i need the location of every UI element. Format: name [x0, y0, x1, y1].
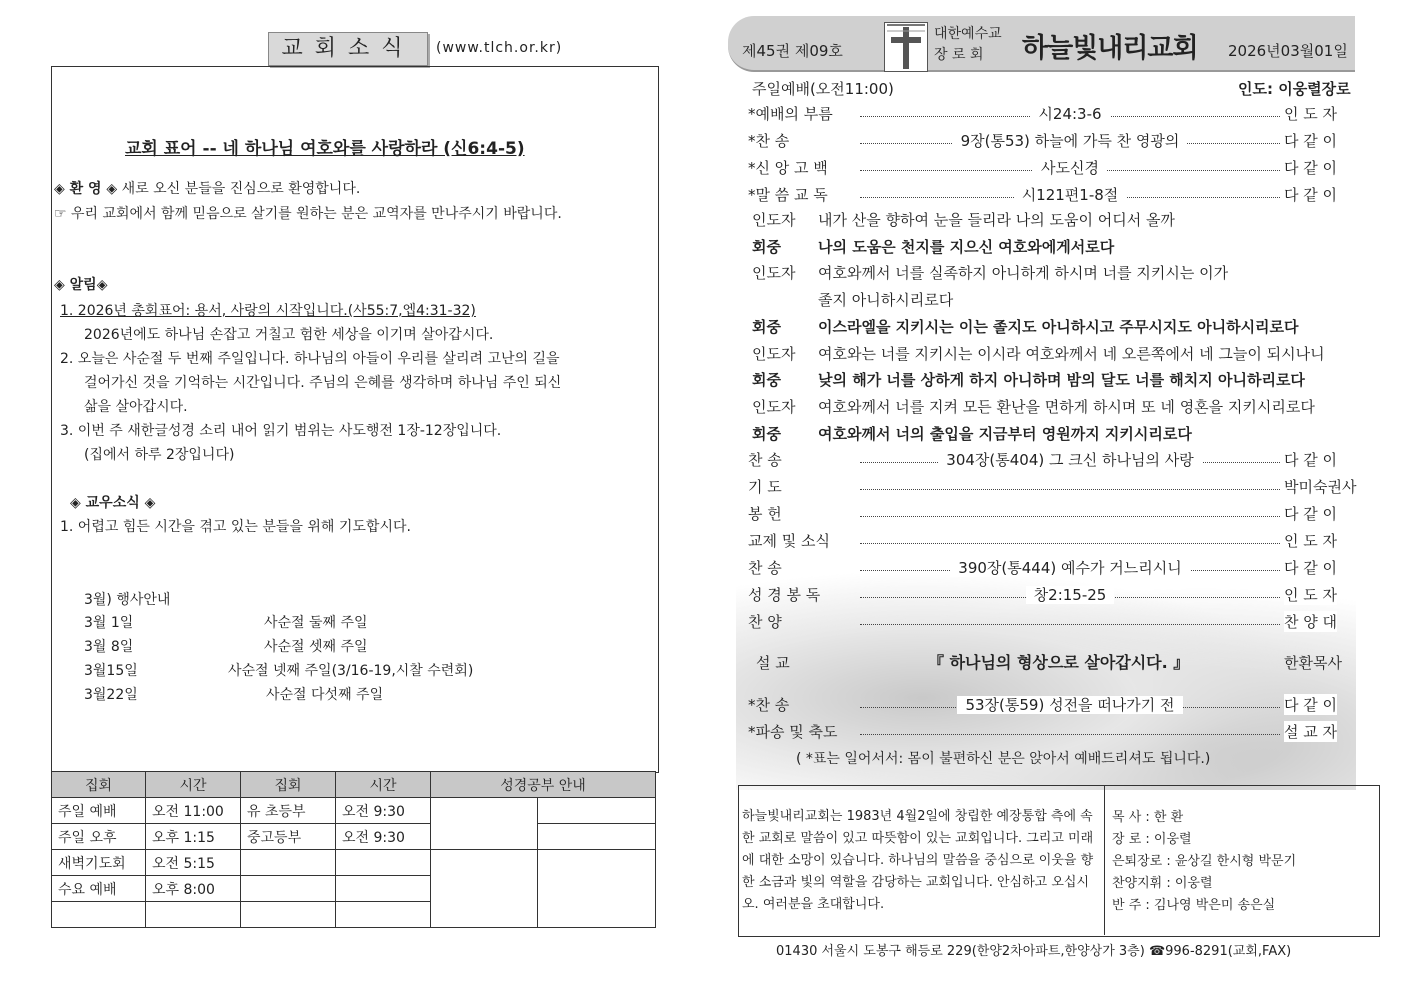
table-cell: 오후 8:00	[146, 876, 241, 902]
table-cell: 유 초등부	[241, 798, 336, 824]
leader-dots	[860, 734, 1280, 735]
church-address-footer: 01430 서울시 도봉구 해등로 229(한양2차아파트,한양상가 3층) ☎996-8291(교회,FAX)	[776, 944, 1292, 959]
table-cell: 새벽기도회	[52, 850, 146, 876]
bible-study-cell	[538, 798, 656, 824]
worship-item-label: *예배의 부름	[748, 105, 833, 123]
worship-item-label: 성 경 봉 독	[748, 586, 821, 604]
welcome-section	[54, 178, 360, 198]
event-desc: 사순절 넷째 주일(3/16-19,시찰 수련회)	[228, 663, 474, 679]
cross-logo-icon	[884, 22, 928, 72]
responsive-speaker: 회중	[752, 237, 781, 256]
event-desc: 사순절 둘째 주일	[264, 615, 368, 631]
leader-dots	[860, 516, 1280, 517]
table-cell	[241, 850, 336, 876]
table-cell: 오후 1:15	[146, 824, 241, 850]
worship-item-person: 다 같 이	[1284, 159, 1338, 177]
worship-item-label: 기 도	[748, 478, 782, 496]
responsive-speaker: 인도자	[752, 344, 796, 363]
news-section-title: 교회소식	[268, 32, 428, 66]
notice-item: 2. 오늘은 사순절 두 번째 주일입니다. 하나님의 아들이 우리를 살리려 고난의 길을	[60, 351, 560, 367]
notice-item: 걸어가신 것을 기억하는 시간입니다. 주님의 은혜를 생각하며 하나님 주인 되신	[84, 375, 562, 391]
responsive-text: 이스라엘을 지키시는 이는 졸지도 아니하시고 주무시지도 아니하시리로다	[818, 317, 1299, 336]
table-cell	[241, 902, 336, 928]
table-header: 성경공부 안내	[431, 772, 656, 798]
event-date: 3월 1일	[84, 615, 134, 631]
worship-item-person: 인 도 자	[1284, 586, 1338, 604]
table-header: 시간	[336, 772, 431, 798]
worship-item-label: 봉 헌	[748, 505, 782, 523]
table-row	[52, 850, 656, 876]
service-title: 주일예배(오전11:00)	[752, 80, 894, 98]
member-news-item: 1. 어렵고 힘든 시간을 겪고 있는 분들을 위해 기도합시다.	[60, 519, 411, 535]
notice-item: 2026년에도 하나님 손잡고 거칠고 험한 세상을 이기며 살아갑시다.	[84, 327, 494, 343]
worship-item-person: 다 같 이	[1284, 559, 1338, 577]
responsive-text: 내가 산을 향하여 눈을 들리라 나의 도움이 어디서 올까	[818, 211, 1175, 229]
table-row	[52, 798, 656, 824]
bible-study-cell	[431, 798, 538, 850]
worship-item-detail	[860, 157, 1280, 178]
staff-line: 반 주 : 김나영 박은미 송은실	[1112, 898, 1276, 913]
member-news-heading: ◈ 교우소식 ◈	[70, 495, 156, 511]
responsive-speaker: 회중	[752, 371, 781, 390]
worship-item-detail-text: 9장(통53) 하늘에 가득 찬 영광의	[953, 132, 1188, 150]
table-cell: 주일 예배	[52, 798, 146, 824]
worship-item-person: 인 도 자	[1284, 105, 1338, 123]
event-date: 3월15일	[84, 663, 138, 679]
welcome-note: ☞ 우리 교회에서 함께 믿음으로 살기를 원하는 분은 교역자를 만나주시기 바랍니다.	[54, 206, 562, 222]
worship-item-person: 찬 양 대	[1284, 613, 1338, 631]
welcome-text: 새로 오신 분들을 진심으로 환영합니다.	[121, 181, 361, 197]
denomination	[934, 24, 1002, 66]
worship-item-detail	[860, 557, 1280, 578]
table-header: 집회	[52, 772, 146, 798]
worship-item-label: *말 씀 교 독	[748, 186, 828, 204]
worship-item-label: 교제 및 소식	[748, 532, 830, 550]
worship-item-detail-text: 사도신경	[1033, 159, 1107, 177]
responsive-speaker: 인도자	[752, 397, 796, 416]
notice-item: 삶을 살아갑시다.	[84, 399, 188, 415]
standing-note: ( *표는 일어서서: 몸이 불편하신 분은 앉아서 예배드리셔도 됩니다.)	[796, 751, 1211, 767]
worship-item-detail-text: 시24:3-6	[1030, 105, 1109, 123]
table-cell: 오전 9:30	[336, 798, 431, 824]
worship-item-person: 다 같 이	[1284, 451, 1338, 469]
staff-line: 장 로 : 이웅렬	[1112, 832, 1192, 847]
worship-item-person: 박미숙권사	[1284, 478, 1357, 496]
notice-heading: ◈ 알림◈	[54, 277, 108, 293]
notice-item: (집에서 하루 2장입니다)	[84, 447, 235, 463]
staff-line: 찬양지휘 : 이웅렬	[1112, 876, 1213, 891]
worship-item-detail	[860, 103, 1280, 124]
responsive-text: 여호와께서 너를 지켜 모든 환난을 면하게 하시며 또 네 영혼을 지키시리로다	[818, 397, 1315, 416]
worship-item-person: 다 같 이	[1284, 186, 1338, 204]
meeting-schedule-table	[51, 771, 656, 928]
table-cell	[52, 902, 146, 928]
table-row	[52, 824, 656, 850]
worship-item-detail-text: 창2:15-25	[1026, 586, 1115, 604]
table-cell	[336, 876, 431, 902]
responsive-speaker: 인도자	[752, 211, 796, 229]
responsive-text: 나의 도움은 천지를 지으신 여호와에게서로다	[818, 237, 1115, 256]
worship-item-detail	[860, 694, 1280, 715]
table-cell: 오전 11:00	[146, 798, 241, 824]
worship-item-label: 찬 송	[748, 451, 782, 469]
worship-item-label: *신 앙 고 백	[748, 159, 828, 177]
notice-item: 1. 2026년 총회표어: 용서, 사랑의 시작입니다.(사55:7,엡4:31-32)	[60, 303, 476, 319]
sermon-label: 설 교	[756, 654, 790, 672]
table-cell: 오전 9:30	[336, 824, 431, 850]
responsive-speaker: 인도자	[752, 264, 796, 283]
leader-dots	[860, 543, 1280, 544]
volume-number: 제45권 제09호	[742, 42, 843, 60]
responsive-text: 낮의 해가 너를 상하게 하지 아니하며 밤의 달도 너를 해치지 아니하리로다	[818, 371, 1305, 390]
responsive-text: 여호와께서 너의 출입을 지금부터 영원까지 지키시리로다	[818, 424, 1192, 443]
leader-dots	[860, 489, 1280, 490]
staff-line: 은퇴장로 : 윤상길 한시형 박문기	[1112, 854, 1297, 869]
church-website[interactable]: (www.tlch.or.kr)	[436, 40, 563, 56]
table-cell: 중고등부	[241, 824, 336, 850]
worship-item-label: *파송 및 축도	[748, 723, 838, 741]
worship-item-person: 다 같 이	[1284, 696, 1338, 714]
worship-item-person: 설 교 자	[1284, 723, 1338, 741]
notice-item: 3. 이번 주 새한글성경 소리 내어 읽기 범위는 사도행전 1장-12장입니다.	[60, 423, 502, 439]
worship-item-detail	[860, 584, 1280, 605]
worship-item-person: 다 같 이	[1284, 505, 1338, 523]
table-header: 시간	[146, 772, 241, 798]
info-divider	[1104, 785, 1105, 935]
responsive-text: 여호와는 너를 지키시는 이시라 여호와께서 네 오른쪽에서 네 그늘이 되시나니	[818, 344, 1325, 363]
responsive-text: 여호와께서 너를 실족하지 아니하게 하시며 너를 지키시는 이가	[818, 264, 1229, 283]
event-desc: 사순절 다섯째 주일	[266, 687, 384, 703]
table-cell: 주일 오후	[52, 824, 146, 850]
worship-item-person: 인 도 자	[1284, 532, 1338, 550]
worship-item-detail	[860, 184, 1280, 205]
welcome-heading: ◈ 환 영 ◈	[54, 181, 118, 197]
worship-item-detail-text: 304장(통404) 그 크신 하나님의 사랑	[938, 451, 1201, 469]
events-heading: 3월) 행사안내	[84, 592, 171, 608]
worship-item-label: 찬 양	[748, 613, 782, 631]
table-cell: 오전 5:15	[146, 850, 241, 876]
church-name: 하늘빛내리교회	[1022, 33, 1198, 64]
denomination-line: 대한예수교	[934, 26, 1002, 42]
worship-item-label: *찬 송	[748, 696, 790, 714]
responsive-speaker: 회중	[752, 317, 781, 336]
denomination-line: 장 로 회	[934, 47, 984, 63]
bible-study-cell	[538, 850, 656, 928]
table-header: 집회	[241, 772, 336, 798]
responsive-text: 졸지 아니하시리로다	[818, 291, 954, 310]
table-cell: 수요 예배	[52, 876, 146, 902]
table-header-row	[52, 772, 656, 798]
bible-study-cell	[431, 850, 538, 928]
table-cell	[241, 876, 336, 902]
leader-dots	[860, 624, 1280, 625]
bible-study-cell	[538, 824, 656, 850]
worship-item-detail-text: 시121편1-8절	[1014, 186, 1127, 204]
worship-item-label: 찬 송	[748, 559, 782, 577]
staff-line: 목 사 : 한 환	[1112, 810, 1184, 825]
sermon-title: 『 하나님의 형상으로 살아갑시다. 』	[928, 653, 1190, 672]
worship-item-label: *찬 송	[748, 132, 790, 150]
table-cell	[336, 902, 431, 928]
worship-item-detail-text: 53장(통59) 성전을 떠나가기 전	[957, 696, 1182, 714]
bulletin-date: 2026년03월01일	[1228, 42, 1348, 60]
event-desc: 사순절 셋째 주일	[264, 639, 368, 655]
sermon-preacher: 한환목사	[1284, 654, 1342, 672]
event-date: 3월22일	[84, 687, 138, 703]
table-cell	[336, 850, 431, 876]
table-cell	[146, 902, 241, 928]
worship-item-detail	[860, 130, 1280, 151]
church-motto: 교회 표어 -- 네 하나님 여호와를 사랑하라 (신6:4-5)	[125, 139, 525, 159]
worship-item-detail-text: 390장(통444) 예수가 거느리시니	[950, 559, 1189, 577]
worship-item-detail	[860, 449, 1280, 470]
church-intro: 하늘빛내리교회는 1983년 4월2일에 창립한 예장통합 측에 속한 교회로 말씀이 있고 따뜻함이 있는 교회입니다. 그리고 미래에 대한 소망이 있습니다. 하나님의 말씀을 중심으로 이웃을 향한 소금과 빛의 역할을 감당하는 교회입니다. 안심하고 오십시오. 여러분을 초대합니다.	[742, 809, 1094, 912]
event-date: 3월 8일	[84, 639, 134, 655]
service-leader: 인도: 이웅렬장로	[1238, 80, 1351, 98]
responsive-speaker: 회중	[752, 424, 781, 443]
worship-item-person: 다 같 이	[1284, 132, 1338, 150]
